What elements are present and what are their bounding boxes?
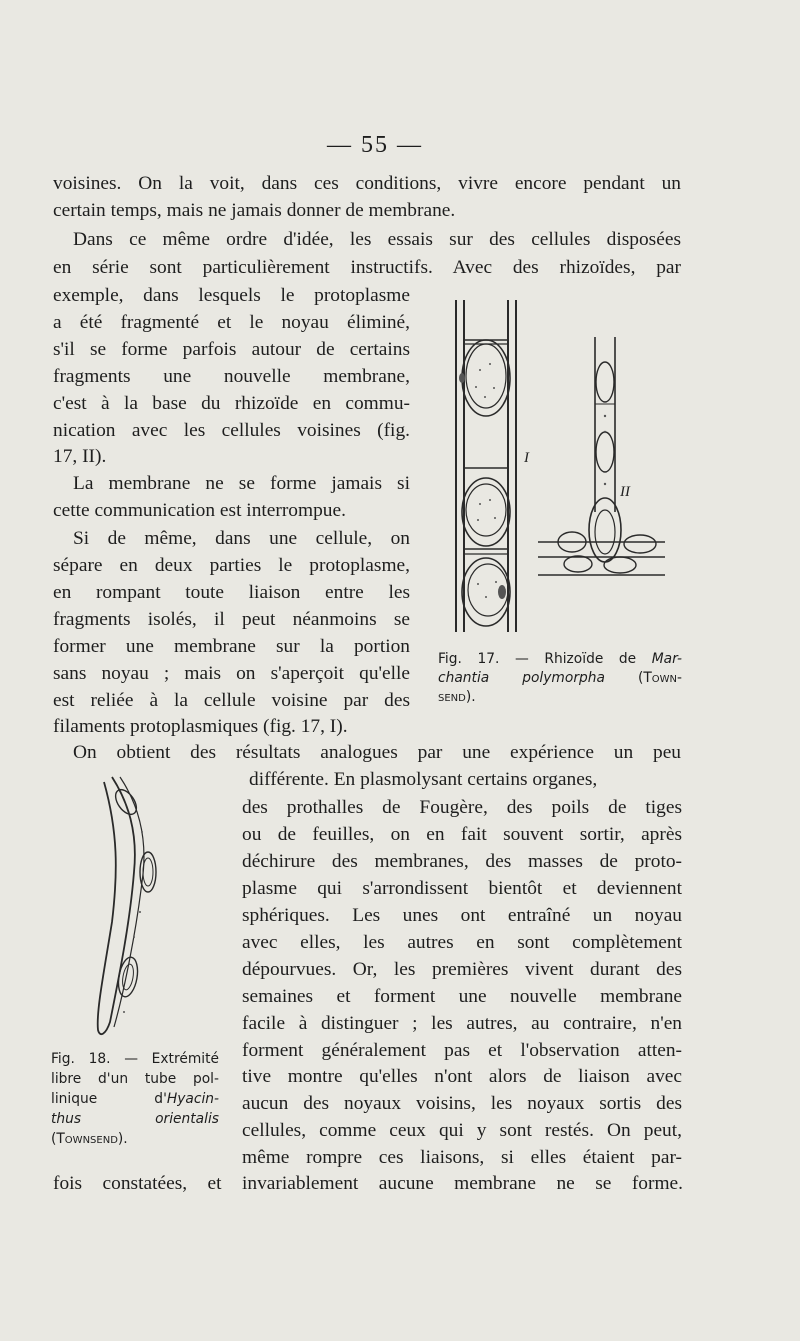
text-line: même rompre ces liaisons, si elles étaient par-	[242, 1147, 682, 1168]
text-line: des prothalles de Fougère, des poils de tiges	[242, 797, 682, 818]
text-line: ou de feuilles, on en fait souvent sortir, après	[242, 824, 682, 845]
text-line: fragments une nouvelle membrane,	[53, 366, 410, 387]
text-line: certain temps, mais ne jamais donner de membrane.	[53, 200, 456, 221]
text-line: c'est à la base du rhizoïde en commu-	[53, 393, 410, 414]
text-line: On obtient des résultats analogues par une expérience un peu	[73, 742, 681, 763]
text-line: en rompant toute liaison entre les	[53, 582, 410, 603]
text-line: former une membrane sur la portion	[53, 636, 410, 657]
text-line: Dans ce même ordre d'idée, les essais sur des cellules disposées	[73, 229, 681, 250]
figure-18-caption-line: libre d'un tube pol-	[51, 1071, 219, 1087]
text-line: plasme qui s'arrondissent bientôt et deviennent	[242, 878, 682, 899]
figure-17-caption-line: send).	[438, 689, 476, 705]
text-line: s'il se forme parfois autour de certains	[53, 339, 410, 360]
figure-18-caption-line: (Townsend).	[51, 1131, 128, 1147]
text-line: en série sont particulièrement instructifs. Avec des rhizoïdes, par	[53, 257, 681, 278]
text-line: déchirure des membranes, des masses de proto-	[242, 851, 682, 872]
text-line: cellules, comme ceux qui y sont restés. On peut,	[242, 1120, 682, 1141]
text-line: fragments isolés, il peut néanmoins se	[53, 609, 410, 630]
text-line: exemple, dans lesquels le protoplasme	[53, 285, 410, 306]
figure-18-caption-line: linique d'Hyacin-	[51, 1091, 219, 1107]
page-number: — 55 —	[327, 132, 423, 158]
text-line: 17, II).	[53, 446, 107, 467]
text-line: Si de même, dans une cellule, on	[73, 528, 410, 549]
text-line: avec elles, les autres en sont complètement	[242, 932, 682, 953]
text-line: semaines et forment une nouvelle membrane	[242, 986, 682, 1007]
text-line: La membrane ne se forme jamais si	[73, 473, 410, 494]
text-line: cette communication est interrompue.	[53, 500, 346, 521]
text-line: forment généralement pas et l'observation atten-	[242, 1040, 682, 1061]
text-line: fois constatées, et invariablement aucune membrane ne se forme.	[53, 1173, 683, 1194]
text-line: voisines. On la voit, dans ces conditions, vivre encore pendant un	[53, 173, 681, 194]
text-line: sans noyau ; mais on s'aperçoit qu'elle	[53, 663, 410, 684]
figure-17-caption-line: chantia polymorpha (Town-	[438, 670, 682, 686]
text-line: différente. En plasmolysant certains organes,	[249, 769, 598, 790]
figure-18-illustration	[90, 772, 180, 1042]
figure-17-label-i: I	[524, 450, 529, 466]
text-line: est reliée à la cellule voisine par des	[53, 690, 410, 711]
figure-18-caption-line: Fig. 18. — Extrémité	[51, 1051, 219, 1067]
text-line: tive montre qu'elles n'ont alors de liaison avec	[242, 1066, 682, 1087]
text-line: aucun des noyaux voisins, les noyaux sortis des	[242, 1093, 682, 1114]
text-line: nication avec les cellules voisines (fig.	[53, 420, 410, 441]
figure-17-label-ii: II	[620, 484, 630, 500]
text-line: dépourvues. Or, les premières vivent durant des	[242, 959, 682, 980]
figure-17-illustration	[450, 292, 670, 652]
text-line: sépare en deux parties le protoplasme,	[53, 555, 410, 576]
text-line: a été fragmenté et le noyau éliminé,	[53, 312, 410, 333]
text-line: sphériques. Les unes ont entraîné un noyau	[242, 905, 682, 926]
figure-18-caption-line: thus orientalis	[51, 1111, 219, 1127]
text-line: facile à distinguer ; les autres, au contraire, n'en	[242, 1013, 682, 1034]
figure-17-caption-line: Fig. 17. — Rhizoïde de Mar-	[438, 651, 682, 667]
text-line: filaments protoplasmiques (fig. 17, I).	[53, 716, 348, 737]
